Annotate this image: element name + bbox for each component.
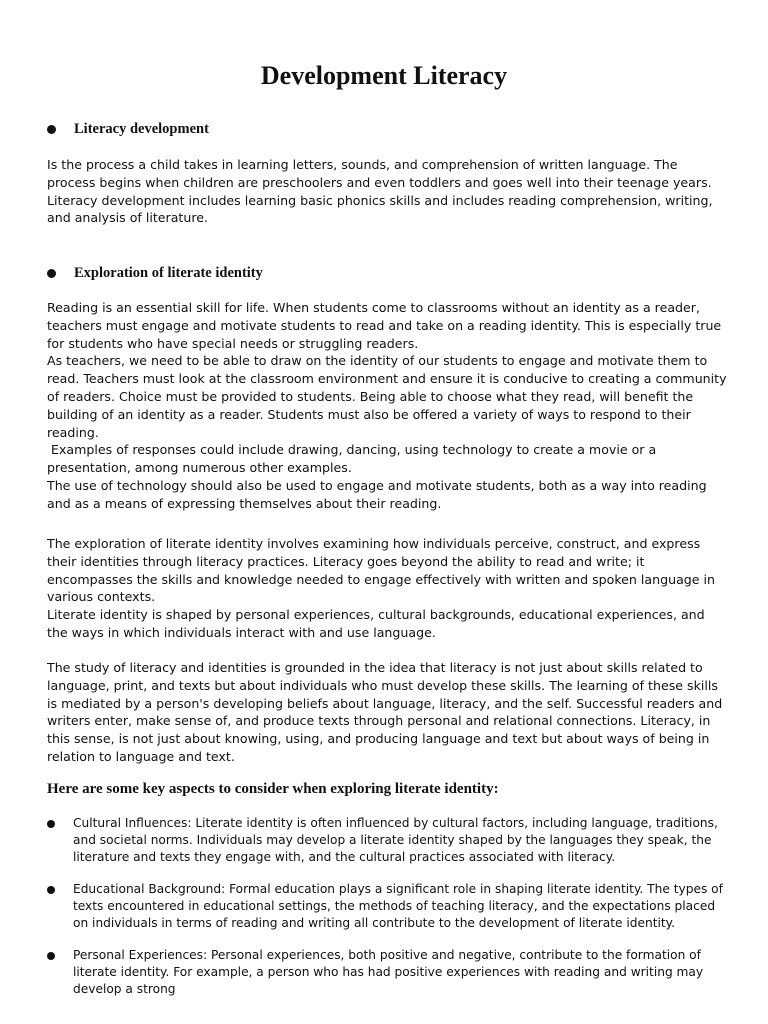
- key-aspects-list: [47, 815, 727, 1013]
- list-item-text: Cultural Influences: Literate identity is often influenced by cultural factors, including language, traditions, and societal norms. Individuals may develop a literate identity shaped by the languages they speak, the literature and texts they engage with, and the cultural practices associated with literacy.: [73, 816, 718, 864]
- paragraph-text: The use of technology should also be used to engage and motivate students, both as a way into reading and as a means of expressing themselves about their reading.: [47, 477, 707, 511]
- paragraph-text: As teachers, we need to be able to draw on the identity of our students to engage and motivate them to read. Teachers must look at the classroom environment and ensure it is conducive to creating a community of readers. Choice must be provided to students. Being able to choose what they read, will benefit the building of an identity as a reader. Students must also be offered a variety of ways to respond to their reading.: [47, 353, 727, 440]
- bullet-icon: [47, 269, 56, 278]
- paragraph-text: Examples of responses could include drawing, dancing, using technology to create a movie or a presentation, among numerous other examples.: [47, 442, 661, 476]
- reading-identity-block: [47, 299, 727, 513]
- list-item: [47, 947, 727, 998]
- section-heading-label: Exploration of literate identity: [74, 265, 263, 281]
- list-item-text: Educational Background: Formal education plays a significant role in shaping literate identity. The types of texts encountered in educational settings, the methods of teaching literacy, and the expectations placed on individuals in terms of reading and writing all contribute to the development of literate identity.: [73, 882, 723, 930]
- key-aspects-heading: Here are some key aspects to consider when exploring literate identity:: [47, 781, 499, 797]
- page-title: Development Literacy: [260, 61, 508, 90]
- literacy-identities-study-block: [47, 659, 727, 766]
- section-heading-literate-identity: [47, 265, 263, 282]
- paragraph-text: Literate identity is shaped by personal experiences, cultural backgrounds, educational experiences, and the ways in which individuals interact with and use language.: [47, 607, 705, 640]
- list-item: [47, 815, 727, 866]
- list-item: [47, 881, 727, 932]
- literacy-development-paragraph: [47, 156, 727, 227]
- section-heading-literacy-development: [47, 121, 209, 138]
- paragraph-text: The exploration of literate identity involves examining how individuals perceive, construct, and express their identities through literacy practices. Literacy goes beyond the ability to read and write; it encompasses the skills and knowledge needed to engage effectively with written and spoken language in various contexts.: [47, 536, 716, 605]
- bullet-icon: [47, 125, 56, 134]
- literate-identity-exploration-block: [47, 535, 727, 642]
- list-item-text: Personal Experiences: Personal experiences, both positive and negative, contribute to the formation of literate identity. For example, a person who has had positive experiences with reading and writing may develop a strong: [73, 948, 704, 996]
- paragraph-text: The study of literacy and identities is grounded in the idea that literacy is not just about skills related to language, print, and texts but about individuals who must develop these skills. The learning of these skills is mediated by a person's developing beliefs about language, literacy, and the self. Successful readers and writers enter, make sense of, and produce texts through personal and relational connections. Literacy, in this sense, is not just about knowing, using, and producing language and text but about ways of being in relation to language and text.: [47, 660, 723, 764]
- bullet-icon: [47, 886, 55, 894]
- bullet-icon: [47, 952, 55, 960]
- paragraph-text: Is the process a child takes in learning letters, sounds, and comprehension of written language. The process begins when children are preschoolers and even toddlers and goes well into their teenage years. Literacy development includes learning basic phonics skills and includes reading comprehension, writing, and analysis of literature.: [47, 157, 713, 226]
- paragraph-text: Reading is an essential skill for life. When students come to classrooms without an identity as a reader, teachers must engage and motivate students to read and take on a reading identity. This is especially true for students who have special needs or struggling readers.: [47, 300, 722, 351]
- bullet-icon: [47, 820, 55, 828]
- section-heading-label: Literacy development: [74, 121, 209, 137]
